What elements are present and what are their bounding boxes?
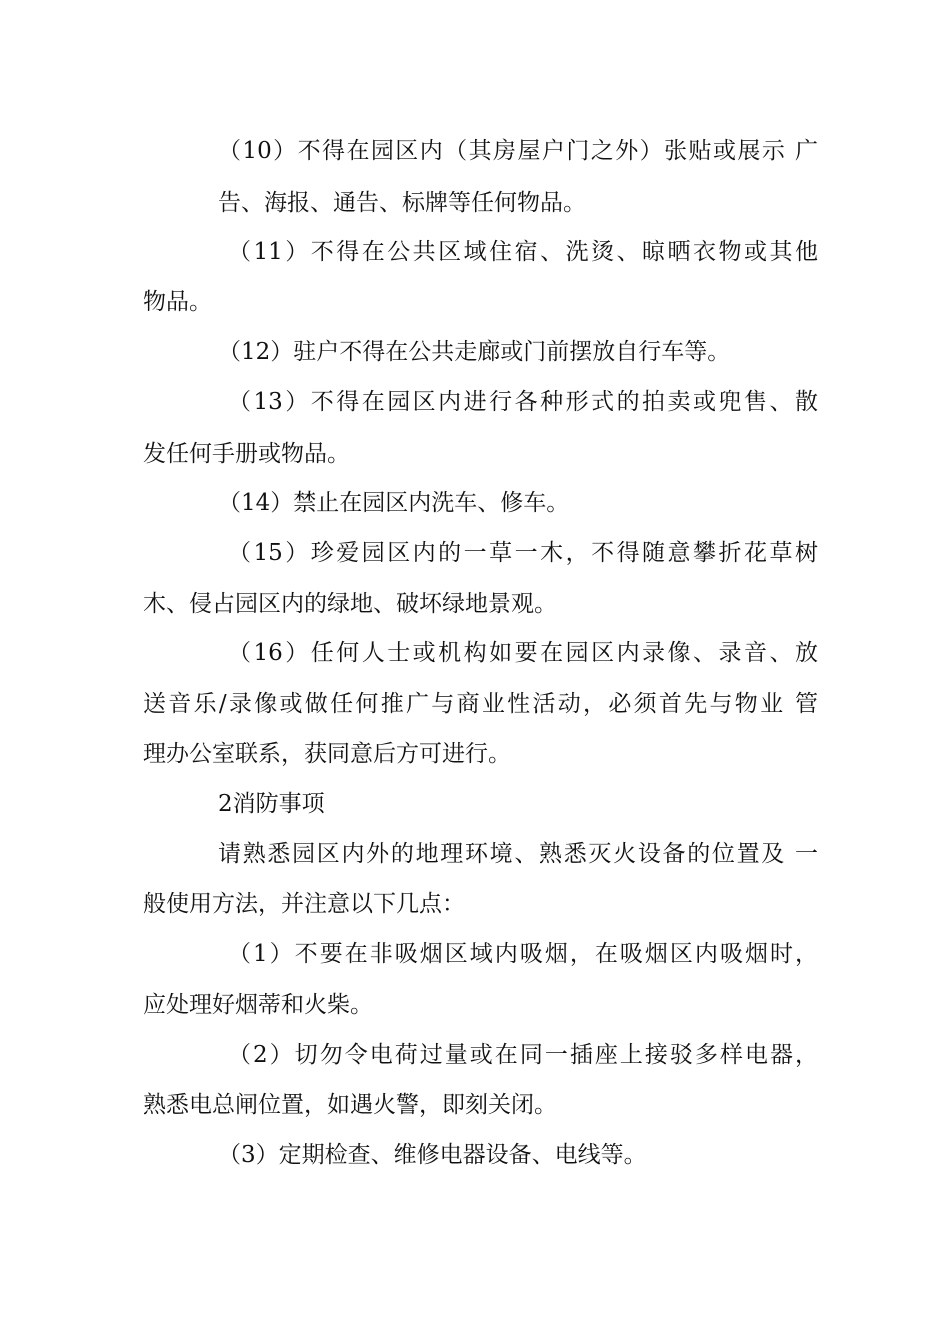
rule-10-line-1: （10）不得在园区内（其房屋户门之外）张贴或展示 广: [218, 138, 818, 164]
rule-15-line-2: 木、侵占园区内的绿地、破坏绿地景观。: [143, 591, 557, 617]
rule-16-line-2: 送音乐/录像或做任何推广与商业性活动，必须首先与物业 管: [143, 691, 818, 717]
rule-16-line-3: 理办公室联系，获同意后方可进行。: [143, 741, 511, 767]
rule-12-line-1: （12）驻户不得在公共走廊或门前摆放自行车等。: [218, 339, 731, 365]
rule-14-line-1: （14）禁止在园区内洗车、修车。: [218, 490, 570, 516]
fire-intro-line-1: 请熟悉园区内外的地理环境、熟悉灭火设备的位置及 一: [218, 841, 818, 867]
fire-rule-1-line-2: 应处理好烟蒂和火柴。: [143, 992, 373, 1018]
fire-intro-line-2: 般使用方法，并注意以下几点：: [143, 891, 465, 917]
rule-11-line-2: 物品。: [143, 289, 212, 315]
fire-rule-2-line-2: 熟悉电总闸位置，如遇火警，即刻关闭。: [143, 1092, 557, 1118]
fire-rule-1-line-1: （1）不要在非吸烟区域内吸烟，在吸烟区内吸烟时，: [228, 941, 818, 967]
rule-16-line-1: （16）任何人士或机构如要在园区内录像、录音、放: [228, 640, 818, 666]
rule-13-line-2: 发任何手册或物品。: [143, 441, 350, 467]
rule-15-line-1: （15）珍爱园区内的一草一木，不得随意攀折花草树: [228, 540, 818, 566]
rule-11-line-1: （11）不得在公共区域住宿、洗烫、晾晒衣物或其他: [228, 239, 818, 265]
fire-rule-2-line-1: （2）切勿令电荷过量或在同一插座上接驳多样电器，: [228, 1042, 818, 1068]
section-heading-fire-safety: 2消防事项: [218, 791, 325, 817]
fire-rule-3-line-1: （3）定期检查、维修电器设备、电线等。: [218, 1142, 647, 1168]
rule-10-line-2: 告、海报、通告、标牌等任何物品。: [218, 190, 586, 216]
rule-13-line-1: （13）不得在园区内进行各种形式的拍卖或兜售、散: [228, 389, 818, 415]
